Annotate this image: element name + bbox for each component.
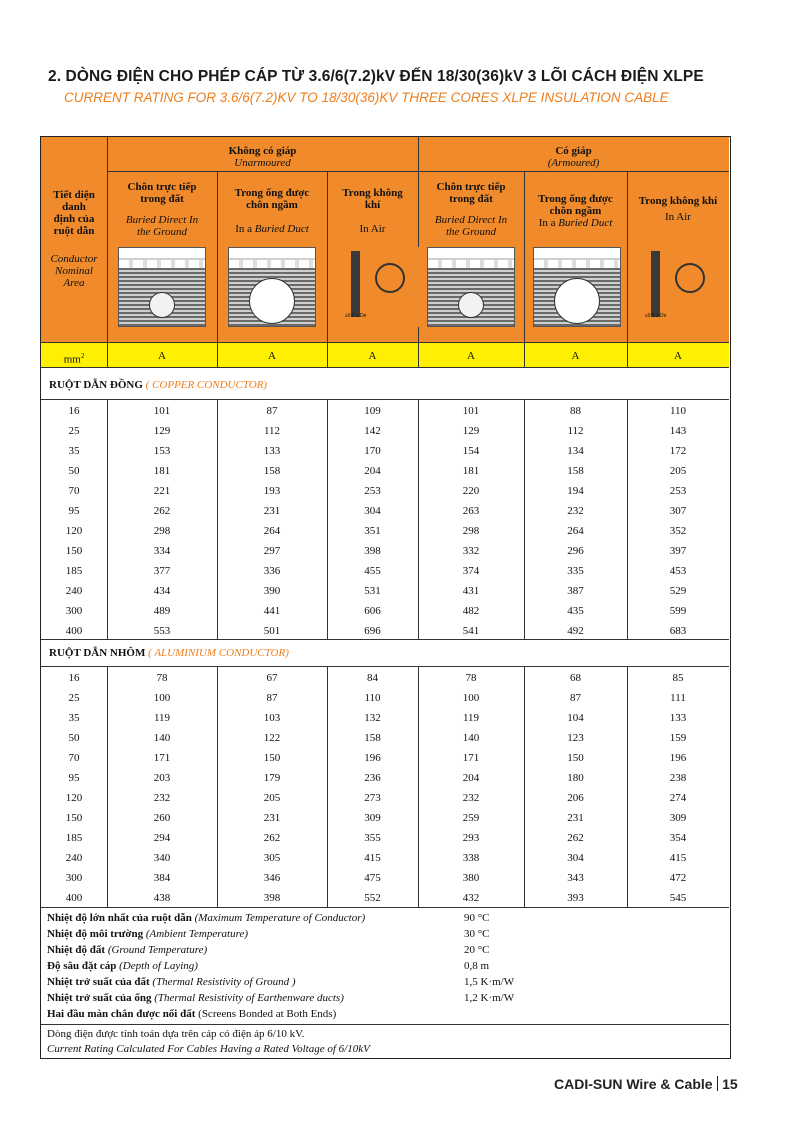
condition-label: Nhiệt độ lớn nhất của ruột dẫn (Maximum Temperature of Conductor) bbox=[47, 912, 366, 924]
table-row bbox=[41, 669, 729, 689]
cell-current: 332 bbox=[462, 545, 480, 557]
cell-current: 253 bbox=[364, 485, 381, 497]
table-row bbox=[41, 769, 729, 789]
cell-current: 84 bbox=[367, 672, 378, 684]
cell-current: 309 bbox=[364, 812, 381, 824]
cell-current: 415 bbox=[669, 852, 687, 864]
cell-area: 185 bbox=[65, 565, 83, 577]
cell-current: 380 bbox=[462, 872, 480, 884]
cell-current: 435 bbox=[567, 605, 584, 617]
unit-current: A bbox=[674, 350, 682, 362]
cell-current: 100 bbox=[462, 692, 480, 704]
cell-current: 352 bbox=[669, 525, 687, 537]
cell-current: 298 bbox=[462, 525, 480, 537]
cell-area: 150 bbox=[65, 812, 83, 824]
cell-area: 240 bbox=[65, 585, 83, 597]
cell-current: 531 bbox=[364, 585, 381, 597]
header-area-en: Conductor Nominal Area bbox=[50, 253, 98, 289]
cell-area: 25 bbox=[68, 425, 80, 437]
cell-current: 158 bbox=[364, 732, 381, 744]
cell-current: 231 bbox=[263, 812, 281, 824]
table-header bbox=[41, 137, 729, 342]
cell-current: 431 bbox=[462, 585, 480, 597]
cell-current: 103 bbox=[263, 712, 281, 724]
table-row bbox=[41, 602, 729, 622]
current-rating-table bbox=[40, 136, 731, 1059]
page-title: 2. DÒNG ĐIỆN CHO PHÉP CÁP TỪ 3.6/6(7.2)kV ĐẾN 18/30(36)kV 3 LÕI CÁCH ĐIỆN XLPE bbox=[48, 68, 704, 85]
table-row bbox=[41, 522, 729, 542]
cell-current: 153 bbox=[153, 445, 171, 457]
cell-current: 134 bbox=[567, 445, 584, 457]
cell-current: 133 bbox=[263, 445, 281, 457]
cell-current: 171 bbox=[153, 752, 171, 764]
subheader-armoured-duct: Trong ống được chôn ngầm In a Buried Duct bbox=[538, 193, 613, 229]
subheader-armoured-buried: Chôn trực tiếp trong đất Buried Direct In the Ground bbox=[434, 181, 508, 238]
cell-current: 398 bbox=[263, 892, 281, 904]
condition-value: 20 °C bbox=[464, 944, 490, 956]
cell-area: 150 bbox=[65, 545, 83, 557]
cell-current: 552 bbox=[364, 892, 381, 904]
cell-current: 87 bbox=[266, 405, 278, 417]
cell-current: 132 bbox=[364, 712, 381, 724]
cell-area: 50 bbox=[68, 465, 80, 477]
cell-current: 334 bbox=[153, 545, 171, 557]
cell-current: 259 bbox=[462, 812, 480, 824]
cell-current: 150 bbox=[567, 752, 584, 764]
cell-current: 335 bbox=[567, 565, 584, 577]
cell-current: 104 bbox=[567, 712, 584, 724]
cell-current: 432 bbox=[462, 892, 480, 904]
cell-current: 119 bbox=[153, 712, 171, 724]
table-row bbox=[41, 869, 729, 889]
cell-area: 300 bbox=[65, 872, 83, 884]
cell-current: 231 bbox=[263, 505, 281, 517]
cell-current: 355 bbox=[364, 832, 381, 844]
note-en: Current Rating Calculated For Cables Having a Rated Voltage of 6/10kV bbox=[47, 1043, 370, 1055]
copper-section-label: RUỘT DẪN ĐỒNG ( COPPER CONDUCTOR) bbox=[41, 372, 729, 400]
cell-current: 351 bbox=[364, 525, 381, 537]
cell-current: 377 bbox=[153, 565, 171, 577]
cell-current: 180 bbox=[567, 772, 584, 784]
cell-current: 338 bbox=[462, 852, 480, 864]
cell-area: 95 bbox=[68, 772, 80, 784]
cell-current: 340 bbox=[153, 852, 171, 864]
table-row bbox=[41, 889, 729, 909]
cell-current: 205 bbox=[669, 465, 687, 477]
table-row bbox=[41, 582, 729, 602]
table-row bbox=[41, 689, 729, 709]
unit-row bbox=[41, 342, 729, 368]
table-row bbox=[41, 442, 729, 462]
cell-current: 393 bbox=[567, 892, 584, 904]
cell-current: 501 bbox=[263, 625, 281, 637]
cell-current: 111 bbox=[670, 692, 686, 704]
condition-label: Hai đầu màn chắn được nối đất (Screens Bonded at Both Ends) bbox=[47, 1008, 337, 1020]
cell-current: 294 bbox=[153, 832, 171, 844]
cell-current: 305 bbox=[263, 852, 281, 864]
cell-current: 78 bbox=[156, 672, 168, 684]
cell-current: 346 bbox=[263, 872, 281, 884]
cell-current: 133 bbox=[669, 712, 687, 724]
cell-current: 78 bbox=[465, 672, 477, 684]
cell-current: 387 bbox=[567, 585, 584, 597]
cell-current: 455 bbox=[364, 565, 381, 577]
subheader-unarmoured-duct: Trong ống được chôn ngầm In a Buried Duct bbox=[234, 187, 310, 235]
subheader-unarmoured-air: Trong không khí In Air bbox=[342, 187, 403, 235]
cell-current: 397 bbox=[669, 545, 687, 557]
cell-current: 354 bbox=[669, 832, 687, 844]
cell-area: 35 bbox=[68, 445, 80, 457]
table-row bbox=[41, 542, 729, 562]
cell-current: 236 bbox=[364, 772, 381, 784]
cell-current: 553 bbox=[153, 625, 171, 637]
table-row bbox=[41, 482, 729, 502]
table-row bbox=[41, 422, 729, 442]
cell-area: 35 bbox=[68, 712, 80, 724]
cell-current: 158 bbox=[263, 465, 281, 477]
table-row bbox=[41, 809, 729, 829]
cell-current: 296 bbox=[567, 545, 584, 557]
table-row bbox=[41, 749, 729, 769]
cell-current: 482 bbox=[462, 605, 480, 617]
unit-area: $mm^2$ bbox=[63, 352, 85, 366]
cell-area: 95 bbox=[68, 505, 80, 517]
cell-current: 599 bbox=[669, 605, 687, 617]
cell-current: 253 bbox=[669, 485, 687, 497]
cell-area: 185 bbox=[65, 832, 83, 844]
cell-current: 122 bbox=[263, 732, 281, 744]
cell-current: 203 bbox=[153, 772, 171, 784]
unit-current: A bbox=[158, 350, 166, 362]
cell-current: 545 bbox=[669, 892, 687, 904]
cell-current: 232 bbox=[153, 792, 171, 804]
test-conditions bbox=[41, 907, 729, 1025]
page-number: 15 bbox=[722, 1076, 738, 1092]
cell-current: 309 bbox=[669, 812, 687, 824]
table-row bbox=[41, 402, 729, 422]
cell-current: 140 bbox=[153, 732, 171, 744]
cell-current: 68 bbox=[570, 672, 581, 684]
cell-current: 541 bbox=[462, 625, 480, 637]
condition-label: Nhiệt độ môi trường (Ambient Temperature) bbox=[47, 928, 249, 940]
cell-current: 159 bbox=[669, 732, 687, 744]
cell-current: 140 bbox=[462, 732, 480, 744]
cell-current: 123 bbox=[567, 732, 584, 744]
cell-current: 112 bbox=[567, 425, 584, 437]
cell-current: 110 bbox=[669, 405, 687, 417]
table-row bbox=[41, 849, 729, 869]
cell-current: 101 bbox=[462, 405, 480, 417]
cell-area: 120 bbox=[65, 792, 83, 804]
condition-label: Độ sâu đặt cáp (Depth of Laying) bbox=[47, 960, 198, 972]
buried-duct-diagram bbox=[228, 247, 316, 327]
cell-current: 220 bbox=[462, 485, 480, 497]
cell-current: 336 bbox=[263, 565, 281, 577]
cell-current: 181 bbox=[153, 465, 171, 477]
cell-area: 70 bbox=[68, 485, 80, 497]
buried-direct-diagram bbox=[118, 247, 206, 327]
cell-current: 441 bbox=[263, 605, 281, 617]
unit-current: A bbox=[368, 350, 377, 362]
cell-current: 196 bbox=[364, 752, 381, 764]
footer-brand: CADI-SUN Wire & Cable 15 bbox=[554, 1076, 738, 1092]
cell-area: 400 bbox=[65, 892, 83, 904]
cell-current: 232 bbox=[462, 792, 480, 804]
cell-current: 158 bbox=[567, 465, 584, 477]
cell-current: 172 bbox=[669, 445, 687, 457]
cell-current: 390 bbox=[263, 585, 281, 597]
group-unarmoured: Không có giáp Unarmoured bbox=[228, 145, 297, 169]
page-subtitle: CURRENT RATING FOR 3.6/6(7.2)KV TO 18/30(36)KV THREE CORES XLPE INSULATION CABLE bbox=[64, 90, 669, 105]
cell-current: 193 bbox=[263, 485, 281, 497]
cell-current: 88 bbox=[570, 405, 581, 417]
cell-current: 264 bbox=[263, 525, 281, 537]
cell-current: 204 bbox=[462, 772, 480, 784]
cell-current: 438 bbox=[153, 892, 171, 904]
cell-current: 129 bbox=[462, 425, 480, 437]
cell-current: 206 bbox=[567, 792, 584, 804]
cell-current: 112 bbox=[263, 425, 281, 437]
cell-current: 297 bbox=[263, 545, 281, 557]
condition-value: 30 °C bbox=[464, 928, 490, 940]
cell-area: 120 bbox=[65, 525, 83, 537]
cell-current: 298 bbox=[153, 525, 171, 537]
cell-current: 492 bbox=[567, 625, 584, 637]
cell-current: 262 bbox=[153, 505, 171, 517]
cell-current: 150 bbox=[263, 752, 281, 764]
unit-current: A bbox=[571, 350, 580, 362]
cell-current: 154 bbox=[462, 445, 480, 457]
group-armoured: Có giáp (Armoured) bbox=[547, 145, 600, 169]
cell-area: 25 bbox=[68, 692, 80, 704]
cell-current: 293 bbox=[462, 832, 480, 844]
cell-current: 263 bbox=[462, 505, 480, 517]
condition-value: 0,8 m bbox=[464, 960, 490, 972]
condition-label: Nhiệt trở suất của đất (Thermal Resistivity of Ground ) bbox=[47, 976, 296, 988]
cell-current: 264 bbox=[567, 525, 584, 537]
table-row bbox=[41, 789, 729, 809]
cell-current: 205 bbox=[263, 792, 281, 804]
table-row bbox=[41, 502, 729, 522]
unit-current: A bbox=[467, 350, 475, 362]
cell-current: 129 bbox=[153, 425, 171, 437]
cell-current: 179 bbox=[263, 772, 281, 784]
cell-current: 170 bbox=[364, 445, 381, 457]
cell-current: 374 bbox=[462, 565, 480, 577]
cell-current: 472 bbox=[669, 872, 687, 884]
cell-area: 400 bbox=[65, 625, 83, 637]
armoured-in-air-diagram: ≥0.5 x De bbox=[637, 247, 725, 327]
cell-current: 87 bbox=[570, 692, 581, 704]
cell-current: 307 bbox=[669, 505, 687, 517]
condition-value: 1,2 K·m/W bbox=[464, 992, 515, 1004]
cell-current: 181 bbox=[462, 465, 480, 477]
cell-current: 232 bbox=[567, 505, 584, 517]
cell-current: 475 bbox=[364, 872, 381, 884]
armoured-buried-direct-diagram bbox=[427, 247, 515, 327]
table-row bbox=[41, 729, 729, 749]
cell-current: 87 bbox=[266, 692, 278, 704]
cell-current: 67 bbox=[266, 672, 278, 684]
armoured-buried-duct-diagram bbox=[533, 247, 621, 327]
cell-current: 273 bbox=[364, 792, 381, 804]
cell-current: 171 bbox=[462, 752, 480, 764]
cell-current: 100 bbox=[153, 692, 171, 704]
cell-current: 398 bbox=[364, 545, 381, 557]
cell-current: 529 bbox=[669, 585, 687, 597]
cell-current: 231 bbox=[567, 812, 584, 824]
cell-current: 304 bbox=[364, 505, 381, 517]
condition-value: 90 °C bbox=[464, 912, 490, 924]
header-area-vi: Tiết diện danh định của ruột dẫn bbox=[53, 189, 95, 237]
cell-current: 696 bbox=[364, 625, 381, 637]
cell-current: 110 bbox=[364, 692, 381, 704]
note-vi: Dòng điện được tính toán dựa trên cáp có điện áp 6/10 kV. bbox=[47, 1028, 305, 1040]
table-row bbox=[41, 709, 729, 729]
cell-current: 453 bbox=[669, 565, 687, 577]
table-row bbox=[41, 562, 729, 582]
cell-current: 85 bbox=[672, 672, 684, 684]
cell-current: 238 bbox=[669, 772, 687, 784]
cell-current: 343 bbox=[567, 872, 584, 884]
cell-current: 260 bbox=[153, 812, 171, 824]
cell-current: 489 bbox=[153, 605, 171, 617]
subheader-armoured-air: Trong không khí In Air bbox=[638, 195, 718, 223]
cell-current: 262 bbox=[263, 832, 281, 844]
cell-current: 119 bbox=[462, 712, 480, 724]
cell-current: 143 bbox=[669, 425, 687, 437]
cell-current: 109 bbox=[364, 405, 381, 417]
condition-value: 1,5 K·m/W bbox=[464, 976, 515, 988]
table-row bbox=[41, 829, 729, 849]
table-row bbox=[41, 462, 729, 482]
cell-current: 194 bbox=[567, 485, 584, 497]
condition-label: Nhiệt độ đất (Ground Temperature) bbox=[47, 944, 208, 956]
cell-current: 304 bbox=[567, 852, 584, 864]
cell-current: 262 bbox=[567, 832, 584, 844]
cell-current: 415 bbox=[364, 852, 381, 864]
condition-label: Nhiệt trở suất của ống (Thermal Resistivity of Earthenware ducts) bbox=[47, 992, 344, 1004]
cell-current: 142 bbox=[364, 425, 381, 437]
in-air-diagram: ≥0.5 x De bbox=[337, 247, 425, 327]
cell-current: 204 bbox=[364, 465, 381, 477]
cell-area: 240 bbox=[65, 852, 83, 864]
cell-current: 196 bbox=[669, 752, 687, 764]
cell-area: 16 bbox=[68, 672, 80, 684]
unit-current: A bbox=[268, 350, 276, 362]
cell-current: 221 bbox=[153, 485, 171, 497]
aluminium-section-label: RUỘT DẪN NHÔM ( ALUMINIUM CONDUCTOR) bbox=[41, 639, 729, 667]
cell-area: 300 bbox=[65, 605, 83, 617]
cell-current: 606 bbox=[364, 605, 381, 617]
cell-area: 16 bbox=[68, 405, 80, 417]
calculation-note bbox=[41, 1025, 729, 1058]
cell-current: 683 bbox=[669, 625, 687, 637]
cell-area: 70 bbox=[68, 752, 80, 764]
cell-current: 434 bbox=[153, 585, 171, 597]
cell-current: 101 bbox=[153, 405, 171, 417]
cell-current: 274 bbox=[669, 792, 687, 804]
cell-current: 384 bbox=[153, 872, 171, 884]
subheader-unarmoured-buried: Chôn trực tiếp trong đất Buried Direct In the Ground bbox=[125, 181, 199, 238]
cell-area: 50 bbox=[68, 732, 80, 744]
